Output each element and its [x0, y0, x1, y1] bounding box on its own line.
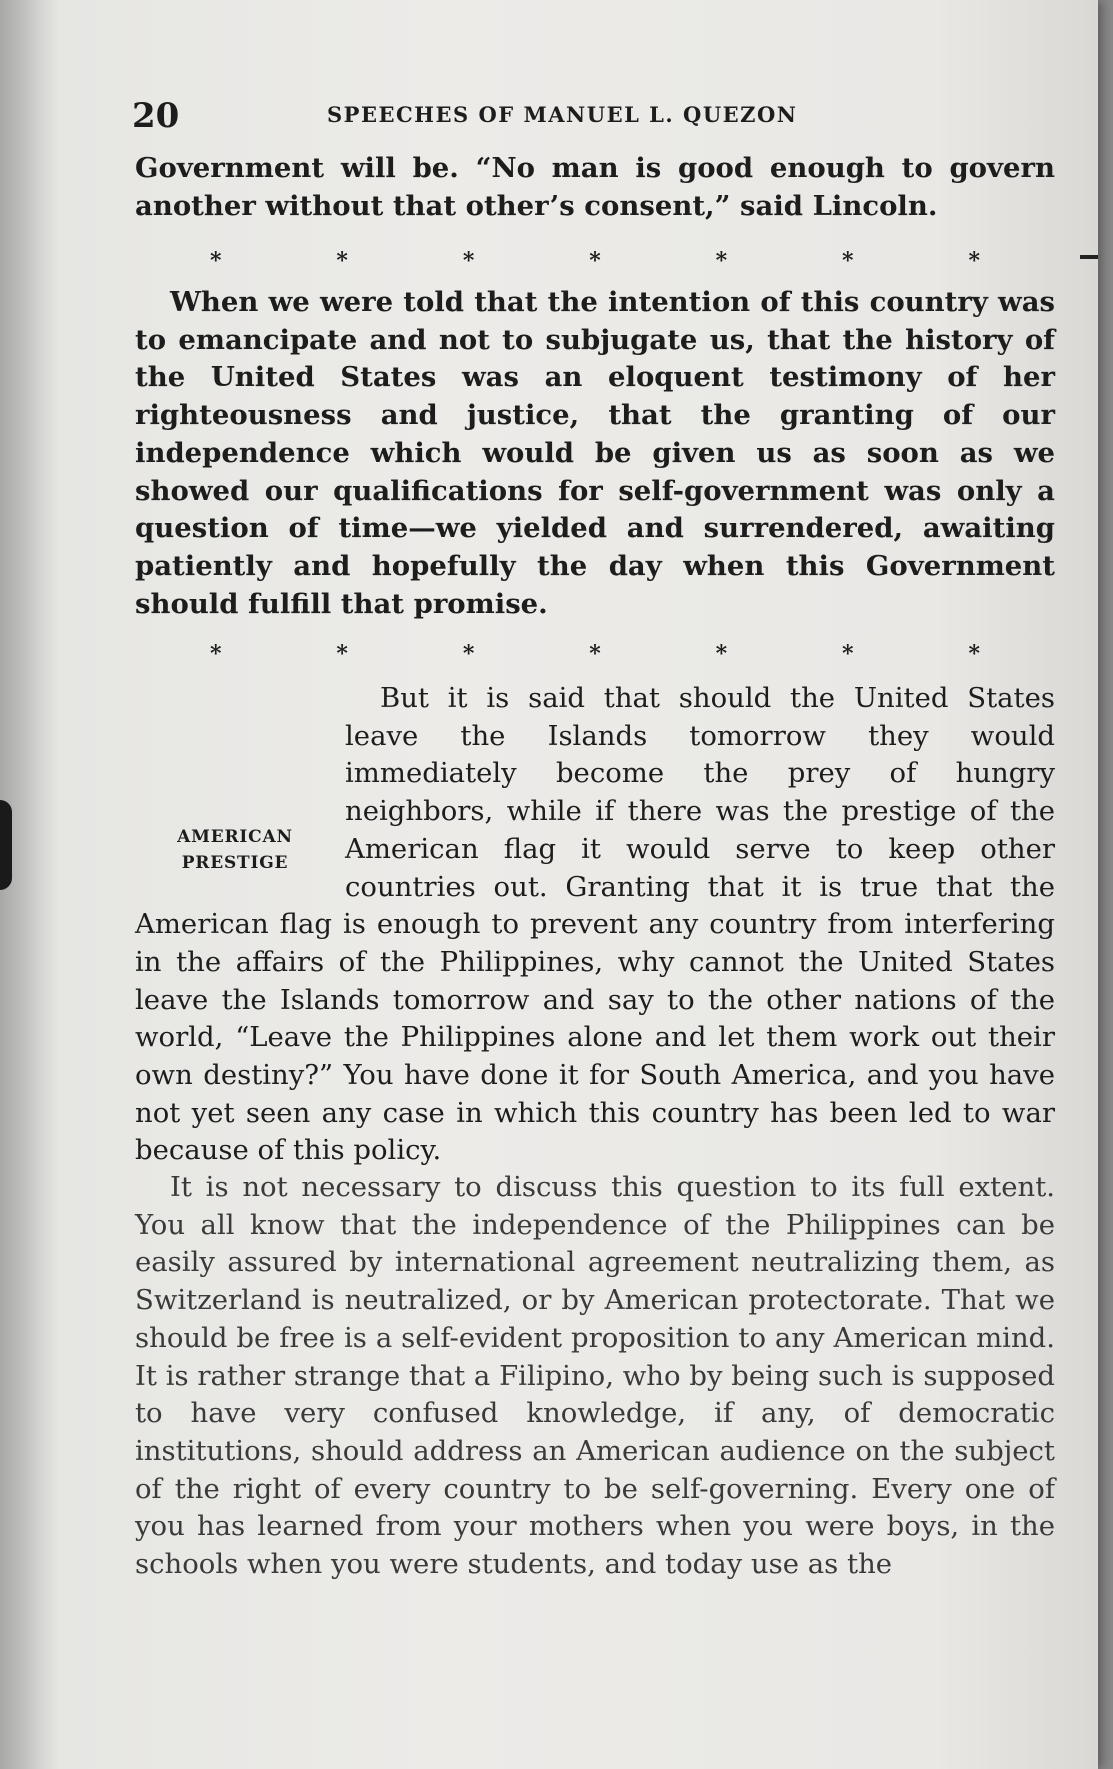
star: *	[210, 248, 222, 274]
section-break-2	[210, 641, 980, 667]
page-edge-mark	[1080, 255, 1098, 259]
paragraph-3	[135, 680, 1055, 1170]
star: *	[210, 641, 222, 667]
star: *	[462, 641, 475, 667]
paragraph-1	[135, 150, 1055, 225]
running-head: SPEECHES OF MANUEL L. QUEZON	[327, 102, 798, 127]
paragraph-2-text: When we were told that the intention of this country was to emancipate and not to subjugate us, that the history of the United States was an eloquent testimony of her righteousness and justice, that the granting of our independence which would be given us as soon as we showed our qualifications for self-government was only a question of time—we yielded and surrendered, awaiting patiently and hopefully the day when this Government should fulfill that promise.	[135, 286, 1055, 620]
star: *	[462, 248, 475, 274]
star: *	[589, 248, 601, 274]
paragraph-1-text: Government will be. “No man is good enough to govern another without that other’s consent,” said Lincoln.	[135, 152, 1055, 222]
star: *	[589, 641, 601, 667]
star: *	[968, 641, 980, 667]
margin-note-line-1: AMERICAN	[177, 826, 293, 847]
star: *	[842, 641, 854, 667]
section-break-1	[210, 248, 980, 274]
paragraph-4-text: It is not necessary to discuss this question to its full extent. You all know that the independence of the Philippines can be easily assured by international agreement neutralizing them, as Switzerland is neutralized, or by American protectorate. That we should be free is a self-evident proposition to any American mind. It is rather strange that a Filipino, who by being such is supposed to have very confused knowledge, if any, of democratic institutions, should address an American audience on the subject of the right of every country to be self-governing. Every one of you has learned from your mothers when you were boys, in the schools when you were students, and today use as the	[135, 1171, 1055, 1581]
page-header	[132, 96, 1052, 146]
page-number: 20	[132, 96, 180, 136]
star: *	[715, 641, 728, 667]
paragraph-2	[135, 284, 1055, 623]
margin-note-american-prestige	[135, 793, 335, 906]
star: *	[715, 248, 728, 274]
margin-note-line-2: PRESTIGE	[181, 852, 289, 873]
star: *	[968, 248, 980, 274]
star: *	[336, 641, 348, 667]
star: *	[336, 248, 348, 274]
star: *	[842, 248, 854, 274]
paragraph-4	[135, 1169, 1055, 1584]
binder-clip	[0, 800, 12, 890]
paragraph-3-text: But it is said that should the United States leave the Islands tomorrow they would immediately become the prey of hungry neighbors, while if there was the prestige of the American flag it would serve to keep other countries out. Granting that it is true that the American flag is enough to prevent any country from interfering in the affairs of the Philippines, why cannot the United States leave the Islands tomorrow and say to the other nations of the world, “Leave the Philippines alone and let them work out their own destiny?” You have done it for South America, and you have not yet seen any case in which this country has been led to war because of this policy.	[135, 682, 1055, 1167]
